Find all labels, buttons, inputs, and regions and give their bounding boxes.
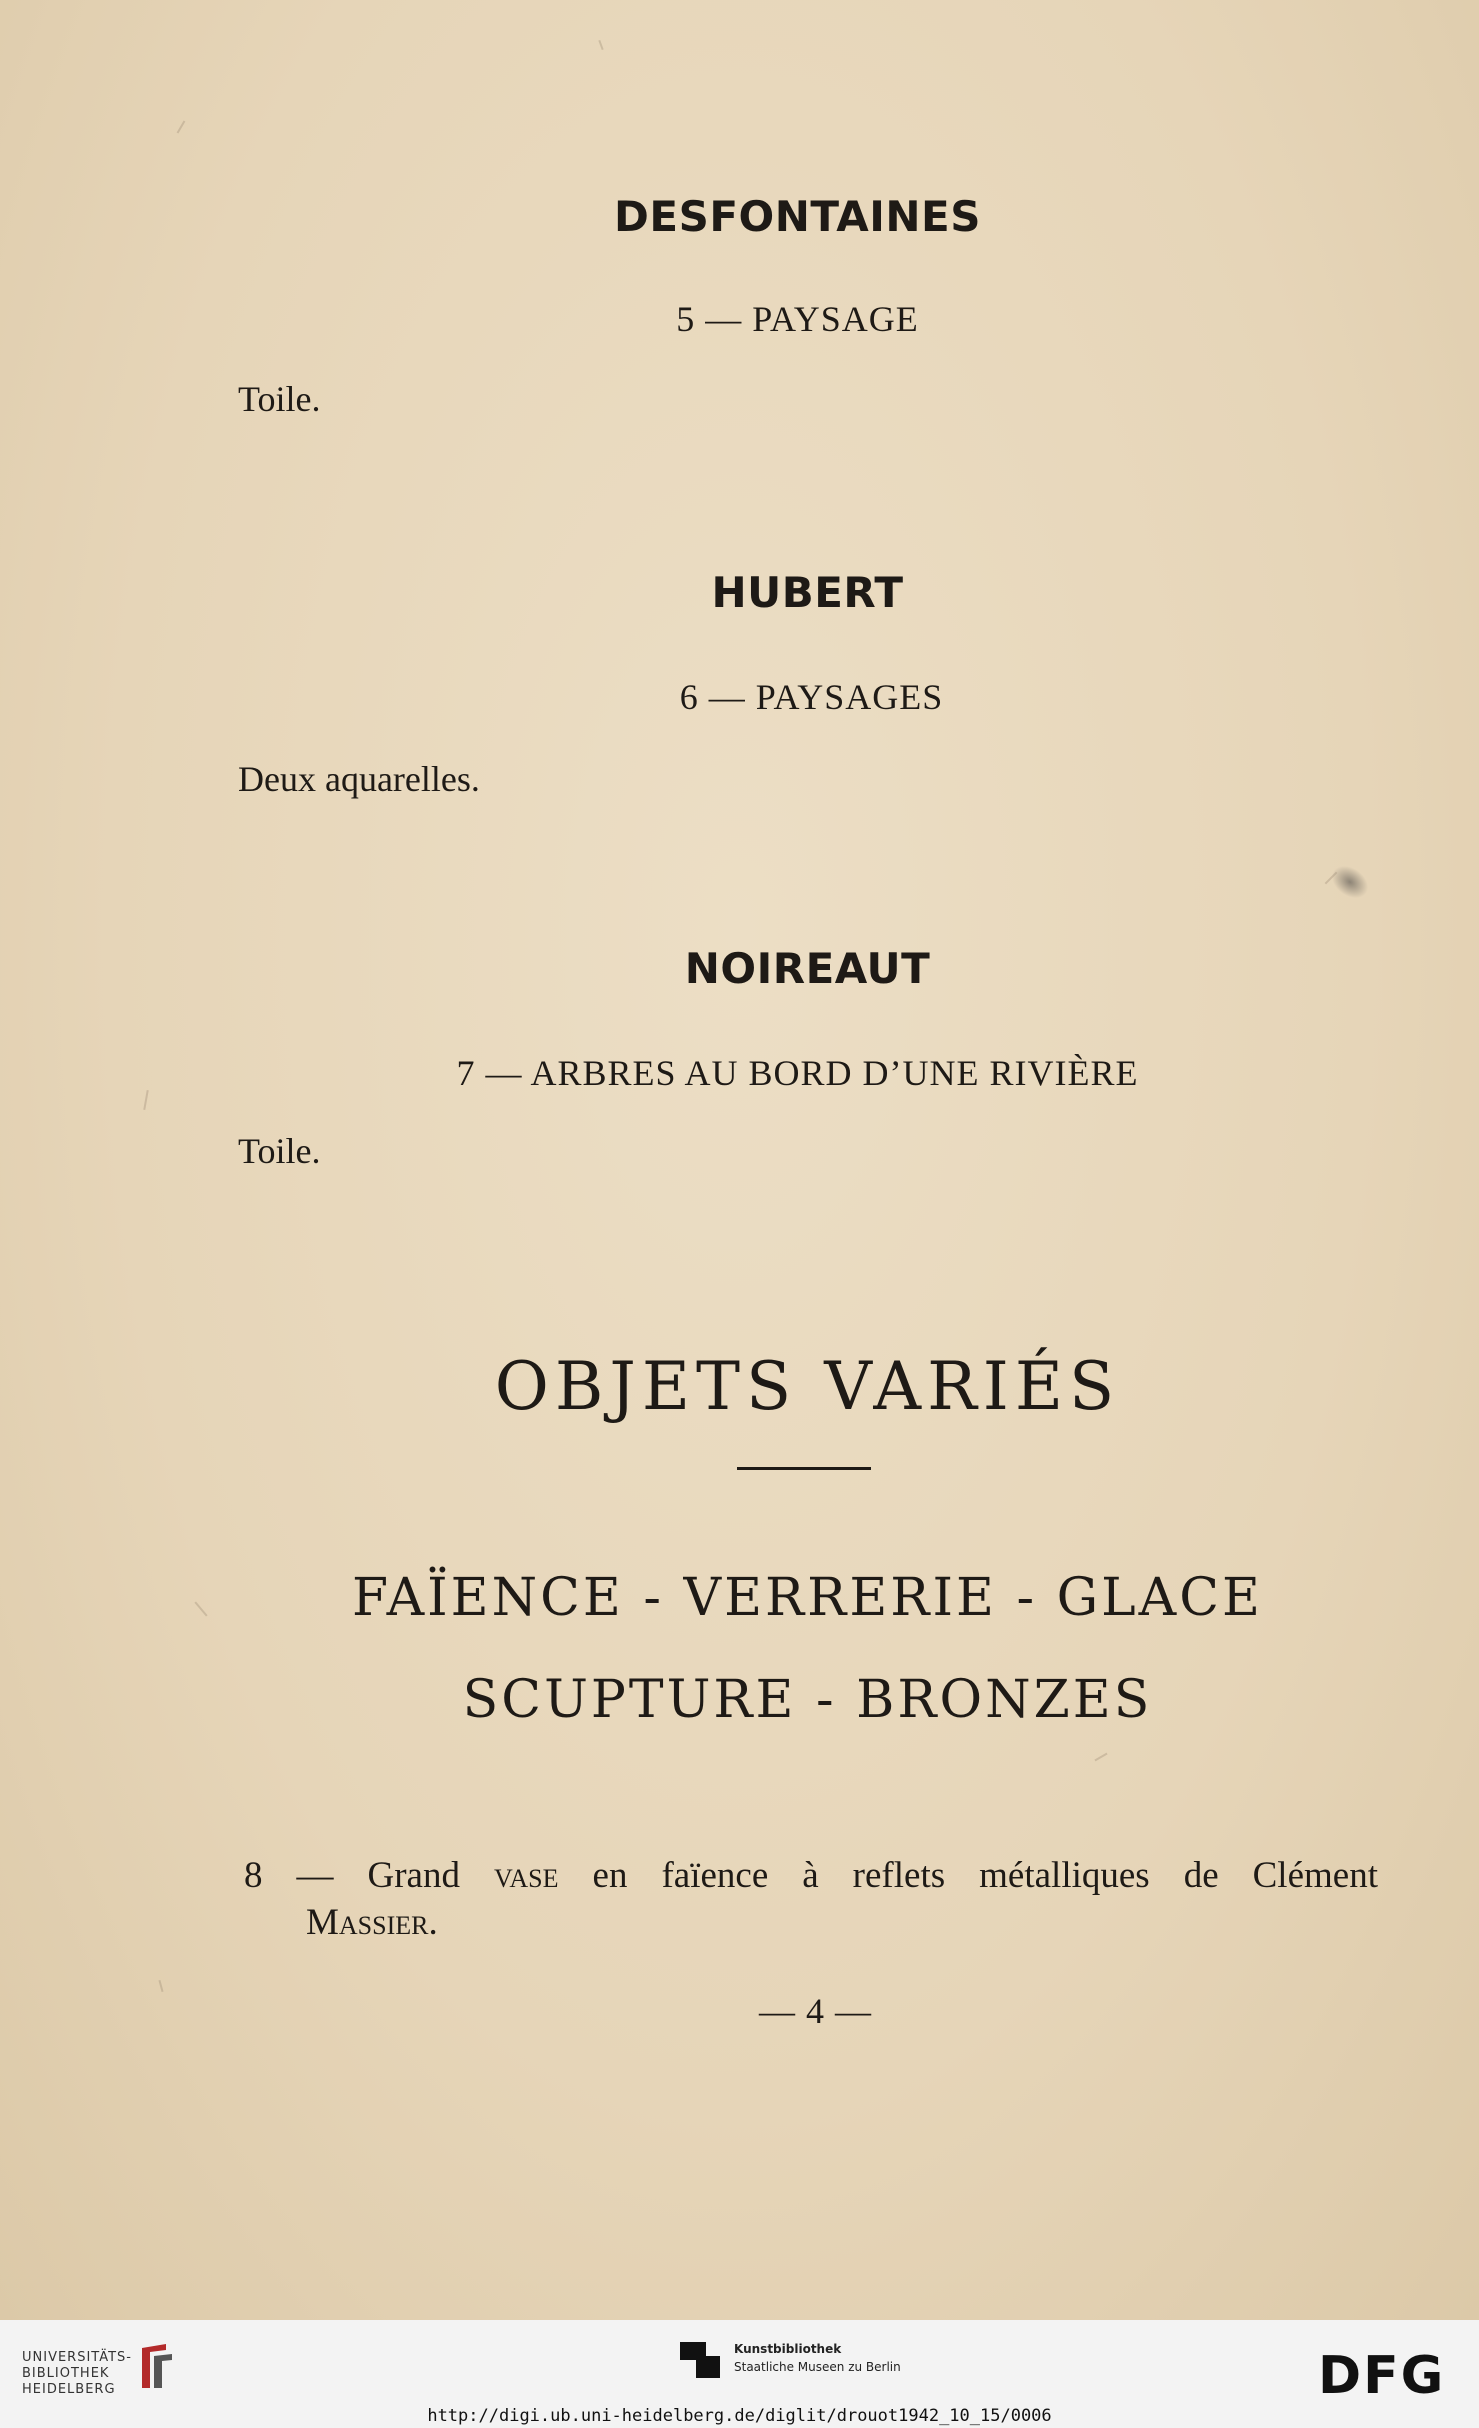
university-line: BIBLIOTHEK [22,2366,110,2381]
lot-description: Toile. [238,1131,321,1171]
lot-description: Toile. [238,379,321,419]
kunstbibliothek-logo-icon [676,2338,724,2382]
artist-name: DESFONTAINES [614,192,981,241]
artist-name: HUBERT [711,568,904,617]
maker-name: Massier. [306,1902,438,1943]
lot-text: 8 — Grand [244,1855,494,1896]
university-line: UNIVERSITÄTS- [22,2350,132,2365]
section-subtitle: FAÏENCE - VERRERIE - GLACE [352,1568,1263,1628]
lot-text: en faïence à reflets métalliques de Clément [558,1855,1378,1896]
section-title: OBJETS VARIÉS [494,1348,1121,1425]
lot-entry-line [244,1899,1378,1946]
source-url[interactable]: http://digi.ub.uni-heidelberg.de/diglit/drouot1942_10_15/0006 [427,2406,1052,2426]
paper-fiber [1094,1753,1107,1762]
lot-title: 6 — PAYSAGES [679,677,944,717]
kb-subtitle: Staatliche Museen zu Berlin [734,2360,901,2374]
lot-keyword: vase [493,1855,559,1896]
lot-entry-line [244,1852,1378,1899]
university-logo-icon [136,2342,176,2392]
lot-description: Deux aquarelles. [238,759,480,799]
lot-title: 7 — ARBRES AU BORD D’UNE RIVIÈRE [456,1053,1139,1093]
paper-fiber [598,40,603,50]
dfg-logo: DFG [1318,2346,1446,2406]
lot-entry-8 [244,1852,1378,1946]
kb-title: Kunstbibliothek [734,2342,842,2356]
kunstbibliothek-label [734,2340,901,2376]
artist-name: NOIREAUT [684,944,931,993]
divider-rule [737,1467,871,1470]
university-line: HEIDELBERG [22,2382,116,2397]
section-subtitle: SCUPTURE - BRONZES [462,1670,1153,1730]
university-label [22,2350,132,2398]
page-number: — 4 — [759,1991,872,2031]
lot-title: 5 — PAYSAGE [676,299,919,339]
ink-smudge [1326,859,1375,905]
digitization-footer [0,2320,1479,2428]
paper-fiber [177,120,186,133]
